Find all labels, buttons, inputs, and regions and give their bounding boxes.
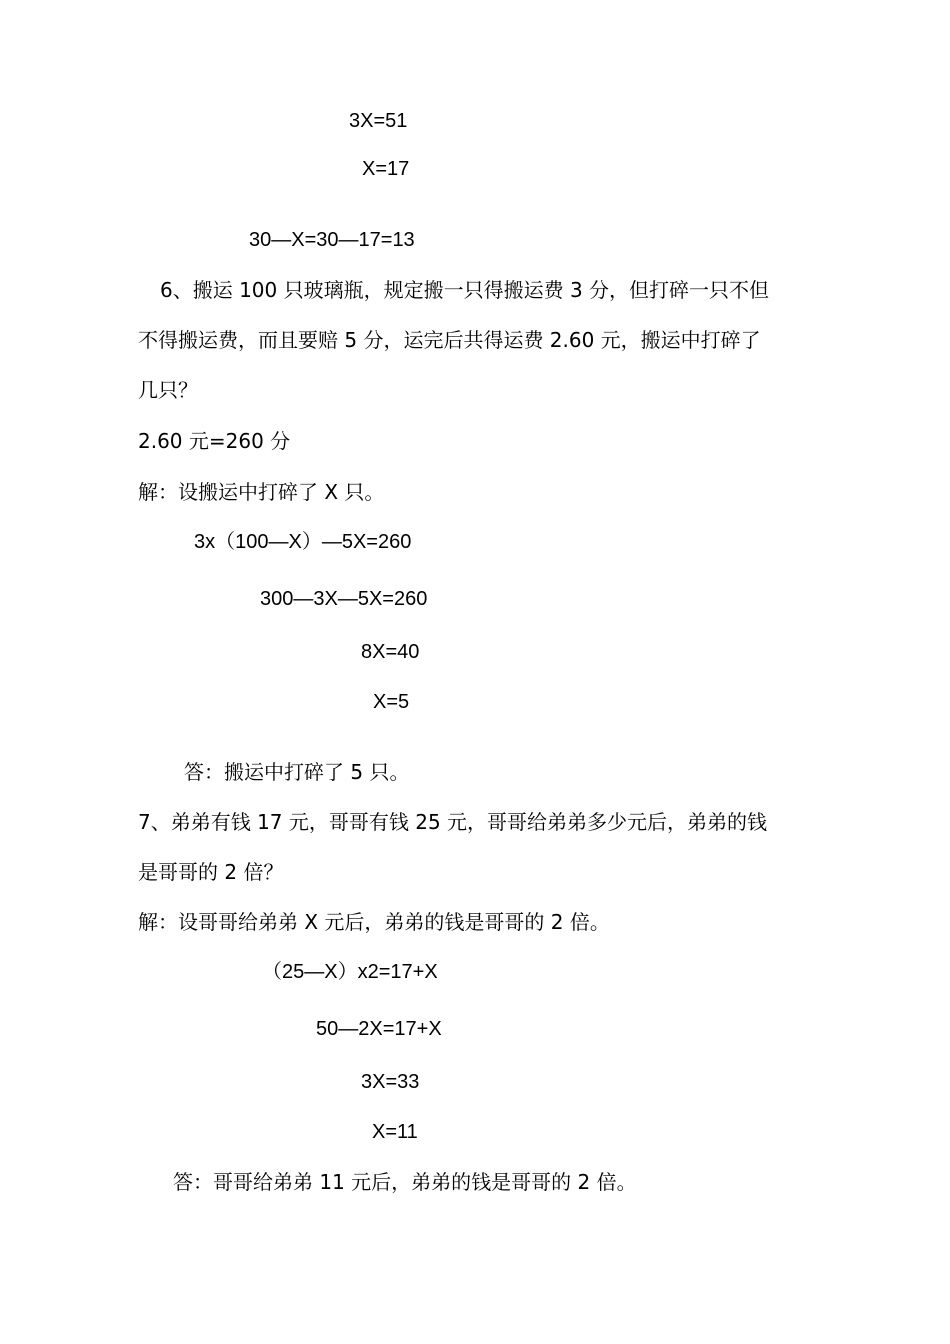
p6-equation-3: 8X=40	[361, 641, 420, 663]
p6-equation-1: 3x（100—X）—5X=260	[194, 531, 412, 553]
p6-equation-4: X=5	[373, 691, 410, 713]
p6-question-line-3: 几只？	[138, 378, 198, 402]
p6-question-line-1: 6、搬运 100 只玻璃瓶，规定搬一只得搬运费 3 分，但打碎一只不但	[160, 278, 770, 302]
p6-question-line-2: 不得搬运费，而且要赔 5 分，运完后共得运费 2.60 元，搬运中打碎了	[138, 328, 761, 352]
p7-equation-3: 3X=33	[361, 1071, 420, 1093]
p5-equation-2: X=17	[362, 158, 410, 180]
p6-unit-conversion: 2.60 元=260 分	[138, 429, 291, 453]
p6-solution-setup: 解：设搬运中打碎了 X 只。	[138, 480, 385, 504]
p7-answer: 答：哥哥给弟弟 11 元后，弟弟的钱是哥哥的 2 倍。	[173, 1170, 637, 1194]
p6-answer: 答：搬运中打碎了 5 只。	[184, 760, 410, 784]
p5-equation-3: 30—X=30—17=13	[249, 229, 415, 251]
p7-equation-1: （25—X）x2=17+X	[262, 961, 438, 983]
p6-equation-2: 300—3X—5X=260	[260, 588, 428, 610]
p7-equation-2: 50—2X=17+X	[316, 1018, 442, 1040]
p7-question-line-1: 7、弟弟有钱 17 元，哥哥有钱 25 元，哥哥给弟弟多少元后，弟弟的钱	[138, 810, 768, 834]
p7-equation-4: X=11	[372, 1121, 418, 1143]
p7-solution-setup: 解：设哥哥给弟弟 X 元后，弟弟的钱是哥哥的 2 倍。	[138, 910, 610, 934]
p5-equation-1: 3X=51	[349, 110, 408, 132]
p7-question-line-2: 是哥哥的 2 倍？	[138, 860, 284, 884]
